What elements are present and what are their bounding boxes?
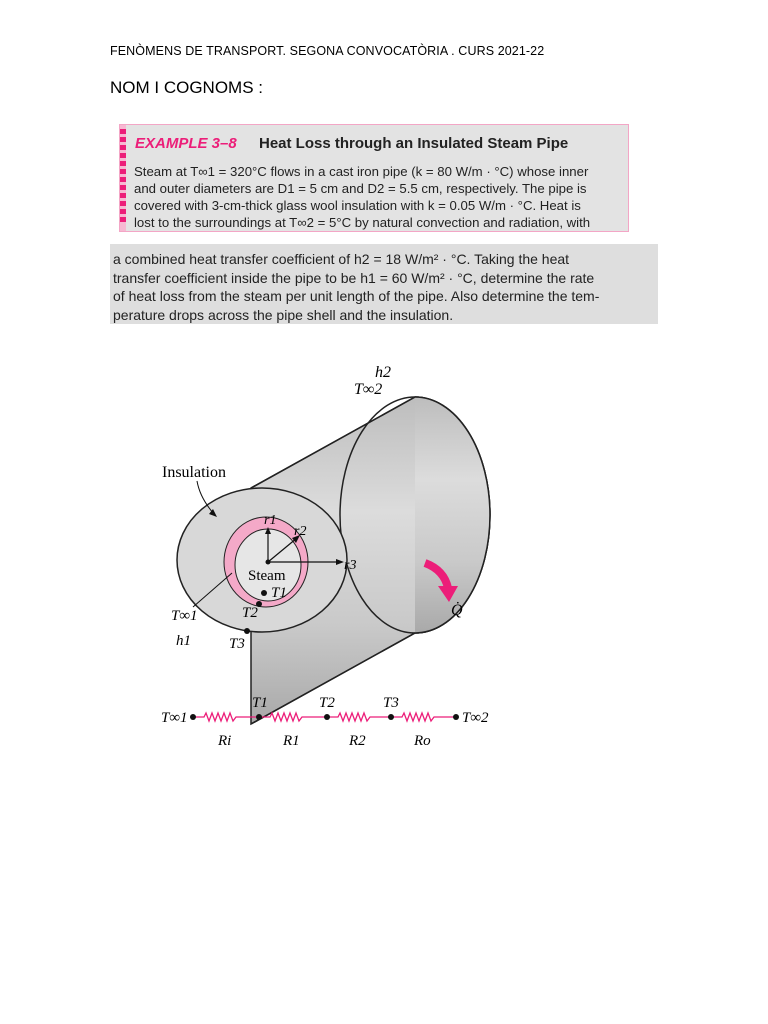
insulation-label: Insulation bbox=[162, 464, 226, 481]
steam-label: Steam bbox=[248, 568, 286, 584]
t3-point bbox=[244, 628, 250, 634]
example-line: and outer diameters are D1 = 5 cm and D2 = 5.5 cm, respectively. The pipe is bbox=[134, 181, 587, 196]
t2-label: T2 bbox=[242, 605, 258, 621]
resistor-r1: R1 bbox=[283, 733, 300, 749]
circuit-right-node: T∞2 bbox=[462, 710, 489, 726]
circuit-node-t1: T1 bbox=[252, 695, 268, 711]
continuation-line: transfer coefficient inside the pipe to be h1 = 60 W/m² · °C, determine the rate bbox=[113, 269, 595, 286]
circuit-node-t2: T2 bbox=[319, 695, 335, 711]
example-label: EXAMPLE 3–8 bbox=[135, 135, 237, 152]
h2-label: h2 bbox=[375, 364, 391, 381]
h1-label: h1 bbox=[176, 633, 191, 649]
r2-label: r2 bbox=[294, 524, 307, 539]
tinf1-label: T∞1 bbox=[171, 608, 198, 624]
node-t1 bbox=[256, 714, 262, 720]
example-line: Steam at T∞1 = 320°C flows in a cast iron pipe (k = 80 W/m · °C) whose inner bbox=[134, 164, 589, 179]
example-line: lost to the surroundings at T∞2 = 5°C by natural convection and radiation, with bbox=[134, 215, 591, 230]
t1-point bbox=[261, 590, 267, 596]
r3-label: r3 bbox=[344, 558, 357, 573]
t3-label: T3 bbox=[229, 636, 245, 652]
resistor-r2: R2 bbox=[349, 733, 366, 749]
resistor-ri: Ri bbox=[218, 733, 232, 749]
circuit-left-node: T∞1 bbox=[161, 710, 188, 726]
example-title: Heat Loss through an Insulated Steam Pipe bbox=[259, 135, 569, 152]
node-tinf2 bbox=[453, 714, 459, 720]
node-t3 bbox=[388, 714, 394, 720]
continuation-line: a combined heat transfer coefficient of h2 = 18 W/m² · °C. Taking the heat bbox=[113, 251, 570, 267]
node-t2 bbox=[324, 714, 330, 720]
student-name-label: NOM I COGNOMS : bbox=[110, 78, 263, 97]
continuation-line: of heat loss from the steam per unit length of the pipe. Also determine the tem- bbox=[113, 288, 600, 304]
q-label: Q̇ bbox=[451, 602, 463, 619]
r1-label: r1 bbox=[264, 513, 277, 528]
course-header: FENÒMENS DE TRANSPORT. SEGONA CONVOCATÒRIA . CURS 2021-22 bbox=[110, 44, 545, 58]
tinf2-label: T∞2 bbox=[354, 381, 383, 398]
node-tinf1 bbox=[190, 714, 196, 720]
continuation-line: perature drops across the pipe shell and the insulation. bbox=[113, 306, 454, 323]
circuit-node-t3: T3 bbox=[383, 695, 399, 711]
resistor-ro: Ro bbox=[414, 733, 431, 749]
example-line: covered with 3-cm-thick glass wool insulation with k = 0.05 W/m · °C. Heat is bbox=[134, 198, 581, 213]
t1-label: T1 bbox=[271, 585, 287, 601]
